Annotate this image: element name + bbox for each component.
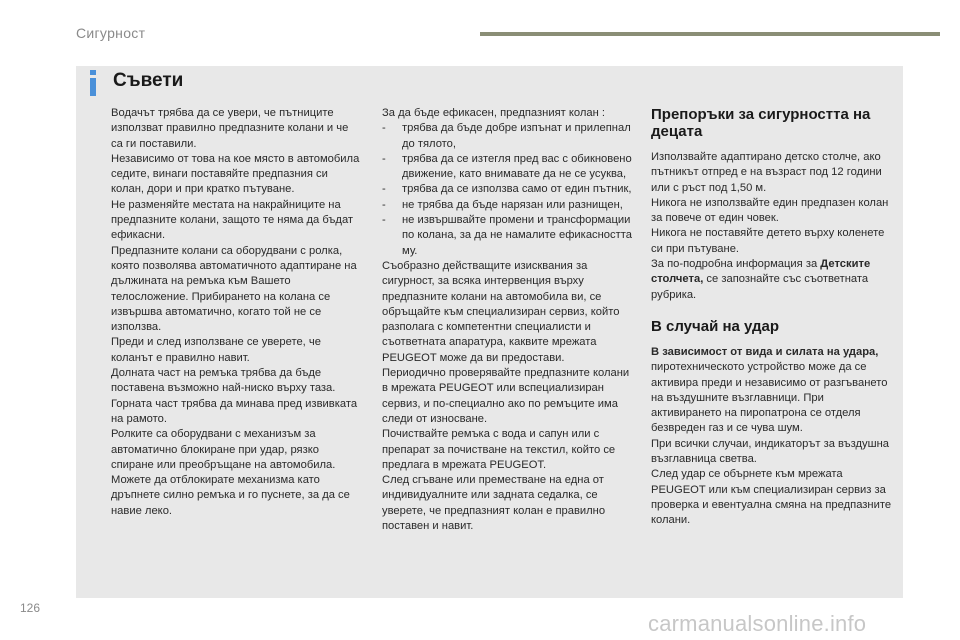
impact-emphasis: В зависимост от вида и силата на удара, [651, 345, 879, 358]
paragraph: След сгъване или преместване на една от индивидуалните или задната седалка, се уверете, че предпазният колан е правилно поставен и навит. [382, 474, 606, 533]
paragraph: Никога не използвайте един предпазен колан за повече от един човек. [651, 196, 889, 225]
requirements-list [382, 121, 635, 259]
paragraph: Водачът трябва да се увери, че пътниците използват правилно предпазните колани и че са ги поставили. [111, 107, 349, 150]
page-number: 126 [20, 601, 41, 615]
child-seats-reference: Детските столчета, [651, 258, 871, 286]
paragraph: Долната част на ремъка трябва да бъде поставена възможно най-ниско върху таза. [111, 367, 336, 395]
column-right [651, 106, 897, 529]
paragraph: Съобразно действащите изисквания за сигурност, за всяка интервенция върху предпазните колани на автомобила ви, се обръщайте към специализиран сервиз, който разполага с компетентни специалисти и съответната апаратура, каквите мрежата PEUGEOT може да ви предостави. [382, 259, 620, 364]
header-divider [480, 32, 940, 36]
paragraph [651, 345, 897, 437]
panel-title: Съвети [113, 70, 184, 91]
child-safety-heading: Препоръки за сигурността на децата [651, 106, 871, 140]
paragraph [651, 257, 897, 303]
paragraph-text: пиротехническото устройство може да се активира преди и независимо от разгъването на въздушните възглавници. При активирането на пиропатрона се отделя безвреден газ и се чува шум. [651, 361, 888, 435]
list-item: - трябва да бъде добре изпънат и прилепнал до тялото, [382, 121, 635, 152]
paragraph: Не разменяйте местата на накрайниците на предпазните колани, защото те няма да бъдат ефикасни. [111, 198, 354, 242]
list-item: - не трябва да бъде нарязан или разнищен, [382, 198, 635, 213]
paragraph: Почиствайте ремъка с вода и сапун или с препарат за почистване на текстил, който се предлага в мрежата PEUGEOT. [382, 428, 616, 471]
paragraph: Периодично проверявайте предпазните колани в мрежата PEUGEOT или вспециализиран сервиз, и по-специално ако по ремъците има следи от износване. [382, 367, 630, 425]
paragraph: Никога не поставяйте детето върху коленете си при пътуване. [651, 227, 885, 255]
paragraph: При всички случаи, индикаторът за въздушна възглавница светва. [651, 437, 889, 466]
paragraph: Използвайте адаптирано детско столче, ако пътникът отпред е на възраст под 12 години или с ръст под 1,50 м. [651, 151, 882, 194]
paragraph-text: За по-подробна информация за [651, 258, 821, 271]
list-item: - трябва да се използва само от един пътник, [382, 182, 635, 197]
intro-text: За да бъде ефикасен, предпазният колан : [382, 107, 606, 119]
paragraph: Горната част трябва да минава пред извивката на рамото. [111, 397, 358, 425]
paragraph: Независимо от това на кое място в автомобила седите, винаги поставяйте предпазния си колан, дори и при кратко пътуване. [111, 152, 360, 196]
paragraph: Ролките са оборудвани с механизъм за автоматично блокиране при удар, рязко спиране или преобръщане на автомобила. Можете да отблокирате механизма като дръпнете силно ремъка и го пуснете, за да се навие леко. [111, 428, 350, 517]
list-item: - трябва да се изтегля пред вас с обикновено движение, като внимавате да не се усуква, [382, 152, 635, 183]
watermark: carmanualsonline.info [648, 611, 867, 636]
paragraph-text: се запознайте със съответната рубрика. [651, 273, 869, 301]
paragraph: Преди и след използване се уверете, че коланът е правилно навит. [111, 336, 321, 364]
paragraph: Предпазните колани са оборудвани с ролка, която позволява автоматичното адаптиране на дължината на ремъка към Вашето телосложение. Прибирането на колана се извършва автоматично, когато той не се използва. [111, 244, 357, 334]
section-title: Сигурност [76, 25, 146, 41]
info-icon [85, 70, 101, 96]
column-left [111, 106, 361, 519]
column-middle [382, 106, 635, 534]
list-item: - не извършвайте промени и трансформации по колана, за да не намалите ефикасността му. [382, 213, 635, 259]
paragraph: След удар се обърнете към мрежата PEUGEOT или към специализиран сервиз за проверка и евентуална смяна на предпазните колани. [651, 468, 892, 527]
impact-heading: В случай на удар [651, 317, 780, 335]
